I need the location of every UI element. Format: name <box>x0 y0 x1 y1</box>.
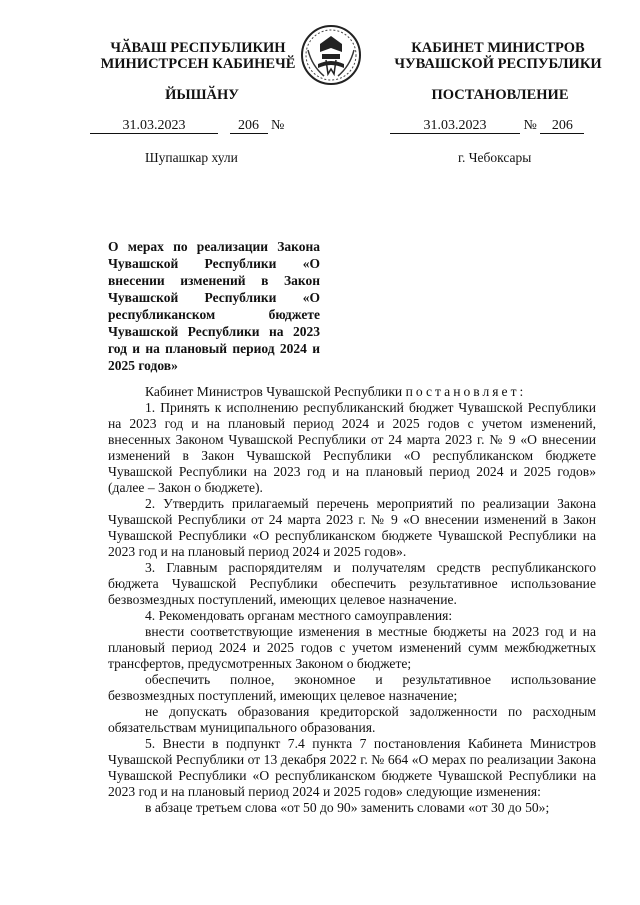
intro-prefix: Кабинет Министров Чувашской Республики <box>145 384 406 399</box>
date-number-left <box>90 118 284 134</box>
header-left-chuvash <box>78 40 318 72</box>
coat-of-arms-emblem <box>300 22 362 88</box>
paragraph-5a: в абзаце третьем слова «от 50 до 90» заменить словами «от 30 до 50»; <box>145 800 550 815</box>
header-left-line1: ЧӐВАШ РЕСПУБЛИКИН <box>110 40 286 56</box>
number-sign-right: № <box>523 118 537 133</box>
header-right-line2: ЧУВАШСКОЙ РЕСПУБЛИКИ <box>394 56 602 72</box>
header-left-line2: МИНИСТРСЕН КАБИНЕЧӖ <box>100 56 296 72</box>
city-left: Шупашкар хули <box>145 150 238 165</box>
header-right-line1: КАБИНЕТ МИНИСТРОВ <box>411 40 585 56</box>
document-body <box>108 384 596 816</box>
header-right-russian <box>388 40 608 72</box>
emblem-icon <box>300 22 362 88</box>
number-left: 206 <box>230 118 268 134</box>
paragraph-4a: внести соответствующие изменения в местные бюджеты на 2023 год и на плановый период 2024 и 2025 годов с учетом изменений сумм межбюджетных трансфертов, предусмотренных Законом о бюджете; <box>108 624 596 671</box>
decree-word-left: ЙЫШӐНУ <box>165 87 239 103</box>
document-title: О мерах по реализации Закона Чувашской Республики «О внесении изменений в Закон Чувашской Республики «О республиканском бюджете Чувашской Республики на 2023 год и на плановый период 2024 и 2025 годов» <box>108 239 320 373</box>
paragraph-1: 1. Принять к исполнению республиканский бюджет Чувашской Республики на 2023 год и на плановый период 2024 и 2025 годов с учетом изменений, внесенных Законом Чувашской Республики от 24 марта 2023 г. № 9 «О внесении изменений в Закон Чувашской Республики «О республиканском бюджете Чувашской Республики на 2023 год и на плановый период 2024 и 2025 годов» (далее – Закон о бюджете). <box>108 400 596 495</box>
date-number-right <box>390 118 584 134</box>
intro-decree-verb: постановляет: <box>405 384 527 399</box>
date-right: 31.03.2023 <box>390 118 520 134</box>
paragraph-5: 5. Внести в подпункт 7.4 пункта 7 постановления Кабинета Министров Чувашской Республики от 13 декабря 2022 г. № 664 «О мерах по реализации Закона Чувашской Республики «О республиканском бюджете Чувашской Республики на 2023 год и на плановый период 2024 и 2025 годов» следующие изменения: <box>108 736 596 799</box>
number-sign-left: № <box>271 118 285 133</box>
date-left: 31.03.2023 <box>90 118 218 134</box>
decree-word-right: ПОСТАНОВЛЕНИЕ <box>431 87 569 103</box>
paragraph-2: 2. Утвердить прилагаемый перечень мероприятий по реализации Закона Чувашской Республики от 24 марта 2023 г. № 9 «О внесении изменений в Закон Чувашской Республики «О республиканском бюджете Чувашской Республики на 2023 год и на плановый период 2024 и 2025 годов». <box>108 496 596 559</box>
paragraph-3: 3. Главным распорядителям и получателям средств республиканского бюджета Чувашской Республики обеспечить результативное использование безвозмездных поступлений, имеющих целевое назначение. <box>108 560 596 607</box>
number-right: 206 <box>540 118 584 134</box>
intro-paragraph <box>108 384 596 400</box>
paragraph-4c: не допускать образования кредиторской задолженности по расходным обязательствам муниципального образования. <box>108 704 596 735</box>
city-right: г. Чебоксары <box>458 150 532 165</box>
paragraph-4b: обеспечить полное, экономное и результативное использование безвозмездных поступлений, имеющих целевое назначение; <box>108 672 596 703</box>
paragraph-4: 4. Рекомендовать органам местного самоуправления: <box>145 608 453 623</box>
